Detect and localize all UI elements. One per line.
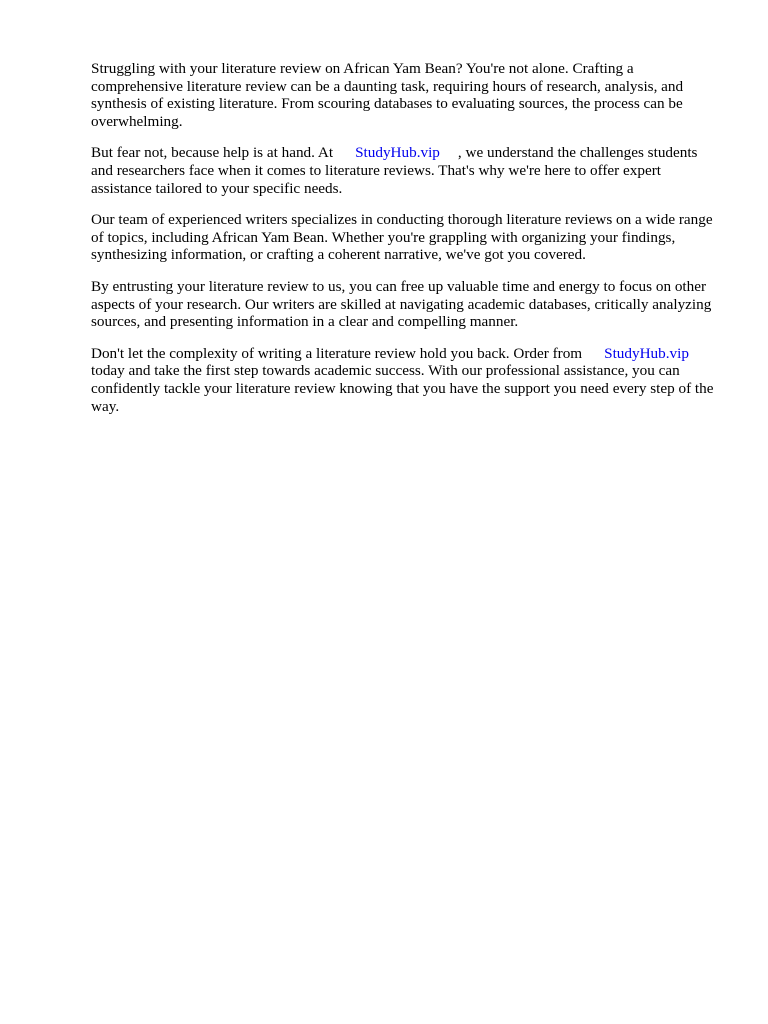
paragraph-team: Our team of experienced writers specializes in conducting thorough literature reviews on a wide range of topics, including African Yam Bean. Whether you're grappling with organizing your findings, synthesizing information, or crafting a coherent narrative, we've got you covered.: [91, 211, 713, 264]
paragraph-entrust: By entrusting your literature review to us, you can free up valuable time and energy to focus on other aspects of your research. Our writers are skilled at navigating academic databases, critically analyzing sources, and presenting information in a clear and compelling manner.: [91, 277, 712, 331]
paragraph-help-text-end: , we understand the challenges students and researchers face when it comes to literature reviews. That's why we're here to offer expert assistance tailored to your specific needs.: [91, 144, 698, 197]
paragraph-order-text-end: today and take the first step towards academic success. With our professional assistance, you can confidently tackle your literature review knowing that you have the support you need every step of the way.: [91, 362, 714, 415]
paragraph-order: [91, 345, 723, 415]
document-page: [91, 60, 723, 429]
paragraph-intro: Struggling with your literature review on African Yam Bean? You're not alone. Crafting a comprehensive literature review can be a daunting task, requiring hours of research, analysis, and synthesis of existing literature. From scouring databases to evaluating sources, the process can be overwhelming.: [91, 60, 684, 130]
studyhub-order-link[interactable]: StudyHub.vip: [604, 344, 689, 362]
paragraph-order-text-start: Don't let the complexity of writing a literature review hold you back. Order from: [91, 344, 583, 362]
studyhub-link[interactable]: StudyHub.vip: [355, 144, 440, 162]
paragraph-help: [91, 144, 723, 197]
paragraph-help-text-start: But fear not, because help is at hand. At: [91, 144, 334, 162]
